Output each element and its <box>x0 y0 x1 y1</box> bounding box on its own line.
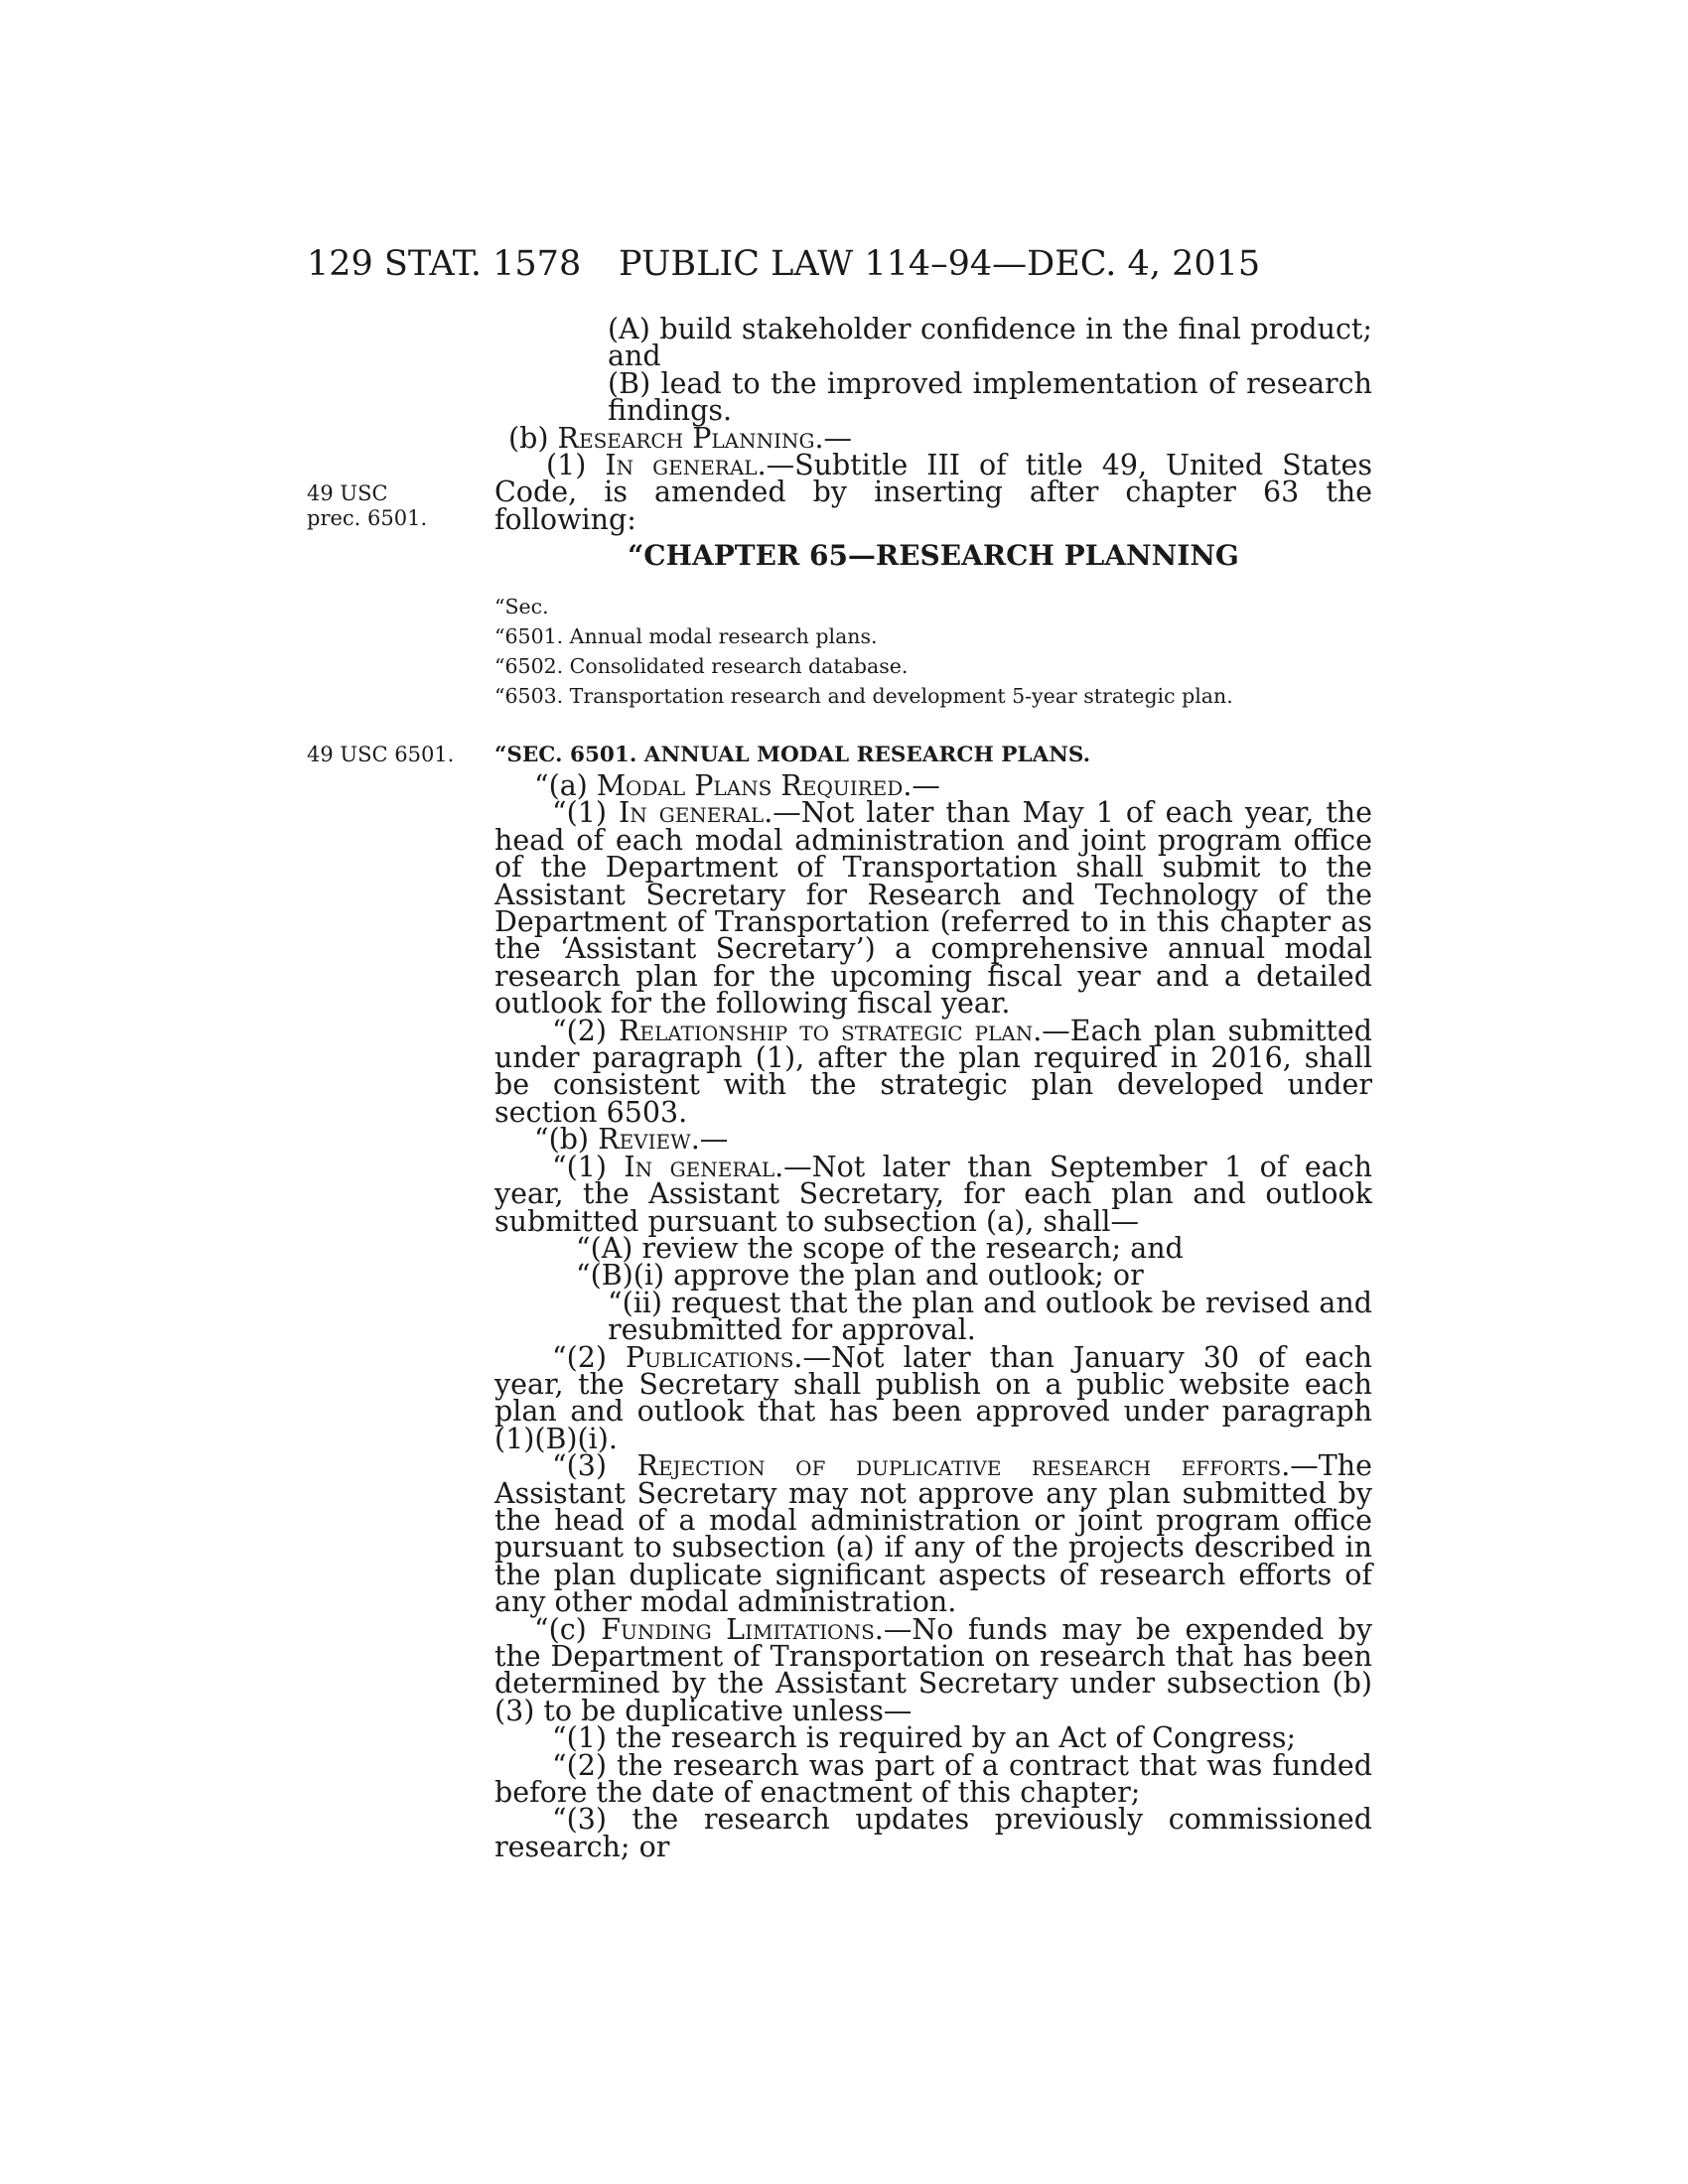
margin-note-line: 49 USC <box>307 481 388 505</box>
subsection-b-heading <box>494 421 1372 455</box>
clause-b1ii <box>494 1286 1372 1347</box>
toc-line: “6501. Annual modal research plans. <box>494 624 878 648</box>
label: (1) <box>546 449 606 482</box>
section-heading: “SEC. 6501. ANNUAL MODAL RESEARCH PLANS. <box>494 743 1091 767</box>
dash: .— <box>814 421 853 455</box>
label: “(2) <box>552 1340 626 1374</box>
heading-text: Modal Plans Required <box>596 769 904 802</box>
paragraph-c3: “(3) the research updates previously commissioned research; or <box>494 1803 1372 1863</box>
body-text: .—Not later than January 30 of each year, the Secretary shall publish on a public website each plan and outlook that has been approved under paragraph (1)(B)(i). <box>494 1340 1372 1455</box>
heading-text: Rejection of duplicative research efforts <box>636 1449 1282 1483</box>
label: “(a) <box>534 769 597 802</box>
paragraph-c2: “(2) the research was part of a contract that was funded before the date of enactment of this chapter; <box>494 1748 1372 1810</box>
body-text: .—Each plan submitted under paragraph (1), after the plan required in 2016, shall be consistent with the strategic plan developed under section 6503. <box>494 1014 1372 1129</box>
paragraph-a1 <box>494 796 1373 1021</box>
margin-note-prec-6501 <box>307 481 427 531</box>
heading-text: Publications <box>626 1340 794 1374</box>
margin-note-6501: 49 USC 6501. <box>307 743 455 766</box>
label: “(1) <box>552 1150 625 1183</box>
margin-note-line: prec. 6501. <box>307 506 428 530</box>
clause-a <box>494 313 1372 373</box>
heading-text: In general <box>618 796 765 830</box>
body-text: .—Not later than September 1 of each year, the Assistant Secretary, for each plan and outlook submitted pursuant to subsection (a), shall— <box>494 1150 1373 1238</box>
paragraph-b1 <box>494 1150 1373 1238</box>
heading-text: Review <box>598 1123 691 1157</box>
heading-text: In general <box>624 1150 775 1183</box>
dash: .— <box>690 1123 729 1157</box>
table-of-sections <box>494 592 1372 711</box>
label: “(1) <box>552 796 619 830</box>
toc-line: “6502. Consolidated research database. <box>494 654 909 678</box>
clause-b1Bi: “(B)(i) approve the plan and outlook; or <box>576 1259 1144 1293</box>
paragraph-b3 <box>494 1449 1372 1619</box>
subsection-b-heading <box>494 1123 1372 1157</box>
clause-text: (B) lead to the improved implementation of research findings. <box>608 366 1372 428</box>
label: “(2) <box>552 1014 619 1047</box>
clause-text: (A) build stakeholder confidence in the final product; and <box>608 313 1372 373</box>
paragraph-c1: “(1) the research is required by an Act of Congress; <box>552 1721 1297 1755</box>
heading-text: Relationship to strategic plan <box>618 1014 1034 1047</box>
paragraph-a2 <box>494 1014 1372 1129</box>
heading-text: Funding Limitations <box>601 1612 875 1646</box>
label: “(b) <box>534 1123 599 1157</box>
toc-line: “6503. Transportation research and development 5-year strategic plan. <box>494 684 1233 708</box>
statute-page-number: 129 STAT. 1578 <box>307 244 582 284</box>
label: “(c) <box>534 1612 602 1646</box>
label: (b) <box>508 421 558 455</box>
dash: .— <box>903 769 940 802</box>
body-text: .—No funds may be expended by the Department of Transportation on research that has been determined by the Assistant Secretary under subsection (b)(3) to be duplicative unless— <box>494 1612 1372 1727</box>
body-text: .—Subtitle III of title 49, United States Code, is amended by inserting after chapter 63 the following: <box>494 449 1372 536</box>
body-text: .—Not later than May 1 of each year, the head of each modal administration and joint program office of the Department of Transportation shall submit to the Assistant Secretary for Research and Technology of the Department of Transportation (referred to in this chapter as the ‘Assistant Secretary’) a comprehensive annual modal research plan for the upcoming fiscal year and a detailed outlook for the following fiscal year. <box>494 796 1373 1021</box>
subsection-a-heading <box>494 769 1372 802</box>
label: “(3) <box>552 1449 637 1483</box>
subsection-c <box>494 1612 1372 1727</box>
heading-text: Research Planning <box>557 421 815 455</box>
running-header: PUBLIC LAW 114–94—DEC. 4, 2015 <box>619 244 1261 284</box>
body-text: .—The Assistant Secretary may not approve any plan submitted by the head of a modal administration or joint program office pursuant to subsection (a) if any of the projects described in the plan duplicate significant aspects of research efforts of any other modal administration. <box>494 1449 1372 1619</box>
heading-text: In general <box>605 449 758 482</box>
clause-b <box>494 366 1372 428</box>
section-6501 <box>494 743 1373 1863</box>
clause-b1A: “(A) review the scope of the research; and <box>576 1231 1184 1265</box>
clause-text: “(ii) request that the plan and outlook be revised and resubmitted for approval. <box>608 1286 1372 1347</box>
top-provisions <box>494 313 1372 536</box>
toc-line: “Sec. <box>494 595 549 618</box>
paragraph-1 <box>494 449 1372 536</box>
paragraph-b2 <box>494 1340 1372 1455</box>
chapter-title: “CHAPTER 65—RESEARCH PLANNING <box>628 539 1239 572</box>
